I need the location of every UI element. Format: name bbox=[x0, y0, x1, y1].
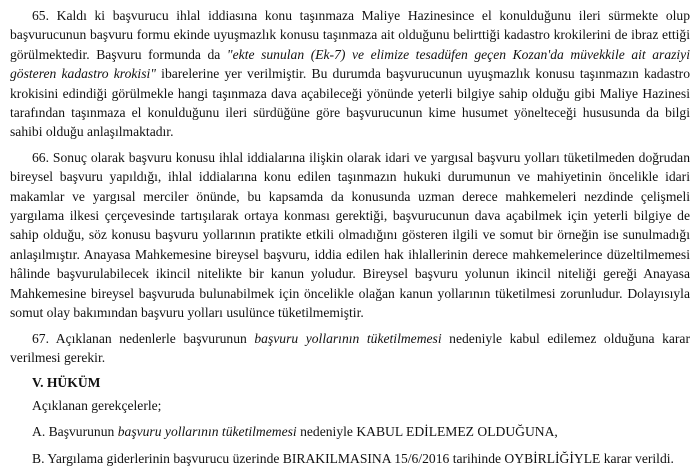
judgment-item-a-text-1: A. Başvurunun bbox=[32, 424, 118, 440]
paragraph-67-italic: başvuru yollarının tüketilmemesi bbox=[254, 330, 442, 346]
paragraph-65-quote: "ekte sunulan (Ek-7) ve elimize tesadüfen geçen Kozan'da müvekkile ait araziyi gösteren kadastro krokisi" bbox=[10, 46, 690, 82]
judgment-item-a-text-2: nedeniyle KABUL EDİLEMEZ OLDUĞUNA, bbox=[296, 424, 558, 440]
section-intro: Açıklanan gerekçelerle; bbox=[32, 397, 162, 413]
paragraph-65-text-1: 65. Kaldı ki başvurucu ihlal iddiasına konu taşınmaza Maliye Hazinesince el konulduğunu ileri sürmekte olup başvurucunun başvuru formu ekinde uyuşmazlık konusu taşınmaza ait olduğunu belirttiği kadastro krokilerini de ibraz ettiği görülmektedir. Başvuru formunda da bbox=[10, 8, 690, 62]
judgment-item-a-italic: başvuru yollarının tüketilmemesi bbox=[117, 424, 297, 440]
paragraph-67 bbox=[10, 329, 690, 368]
paragraph-65 bbox=[10, 6, 690, 142]
paragraph-67-text-1: 67. Açıklanan nedenlerle başvurunun bbox=[32, 330, 255, 346]
paragraph-65-text-2: ibarelerine yer verilmiştir. Bu durumda başvurucunun uyuşmazlık konusu taşınmazın kadastro krokisini edindiği görülmekle hangi taşınmaza dava açabileceği yönünde yeterli bilgiye sahip olduğu gibi Maliye Hazinesi tarafından taşınmaza el konulduğunu ileri sürdüğüne göre başvurucunun kime husumet yönelteceği hususunda da bilgi sahibi olduğu anlaşılmaktadır. bbox=[10, 66, 690, 140]
judgment-item-a bbox=[32, 422, 690, 441]
judgment-item-b: B. Yargılama giderlerinin başvurucu üzerinde BIRAKILMASINA 15/6/2016 tarihinde OYBİRLİĞİYLE karar verildi. bbox=[32, 450, 674, 466]
paragraph-67-text-2: nedeniyle kabul edilemez olduğuna karar verilmesi gerekir. bbox=[10, 330, 690, 365]
paragraph-66: 66. Sonuç olarak başvuru konusu ihlal iddialarına ilişkin olarak idari ve yargısal başvuru yolları tüketilmeden doğrudan bireysel başvuru yapıldığı, ihlal iddialarına konu edilen taşınmazın hukuki durumunun ve mahiyetinin öncelikle idari makamlar ve yargısal merciler önünde, bu kapsamda da konusunda uzman derece mahkemeleri nezdinde çelişmeli yargılama ilkesi çerçevesinde tartışılarak ortaya konması gerektiği, başvurucunun dava açabilmek için yeterli bilgiye de sahip olduğu, söz konusu başvuru yollarının pratikte etkili olmadığını gösteren ilgili ve somut bir örneğin ise sunulmadığı anlaşılmıştır. Anayasa Mahkemesine bireysel başvuru, iddia edilen hak ihlallerinin derece mahkemelerince düzeltilmemesi hâlinde başvurulabilecek ikincil nitelikte bir kanun yoludur. Bireysel başvuru yolunun ikincil niteliği gereği Anayasa Mahkemesine bireysel başvuruda bulunabilmek için öncelikle olağan kanun yollarının tüketilmesi zorunludur. Dolayısıyla somut olay bakımından başvuru yolları usulünce tüketilmemiştir. bbox=[10, 149, 690, 321]
section-heading: V. HÜKÜM bbox=[32, 375, 101, 391]
